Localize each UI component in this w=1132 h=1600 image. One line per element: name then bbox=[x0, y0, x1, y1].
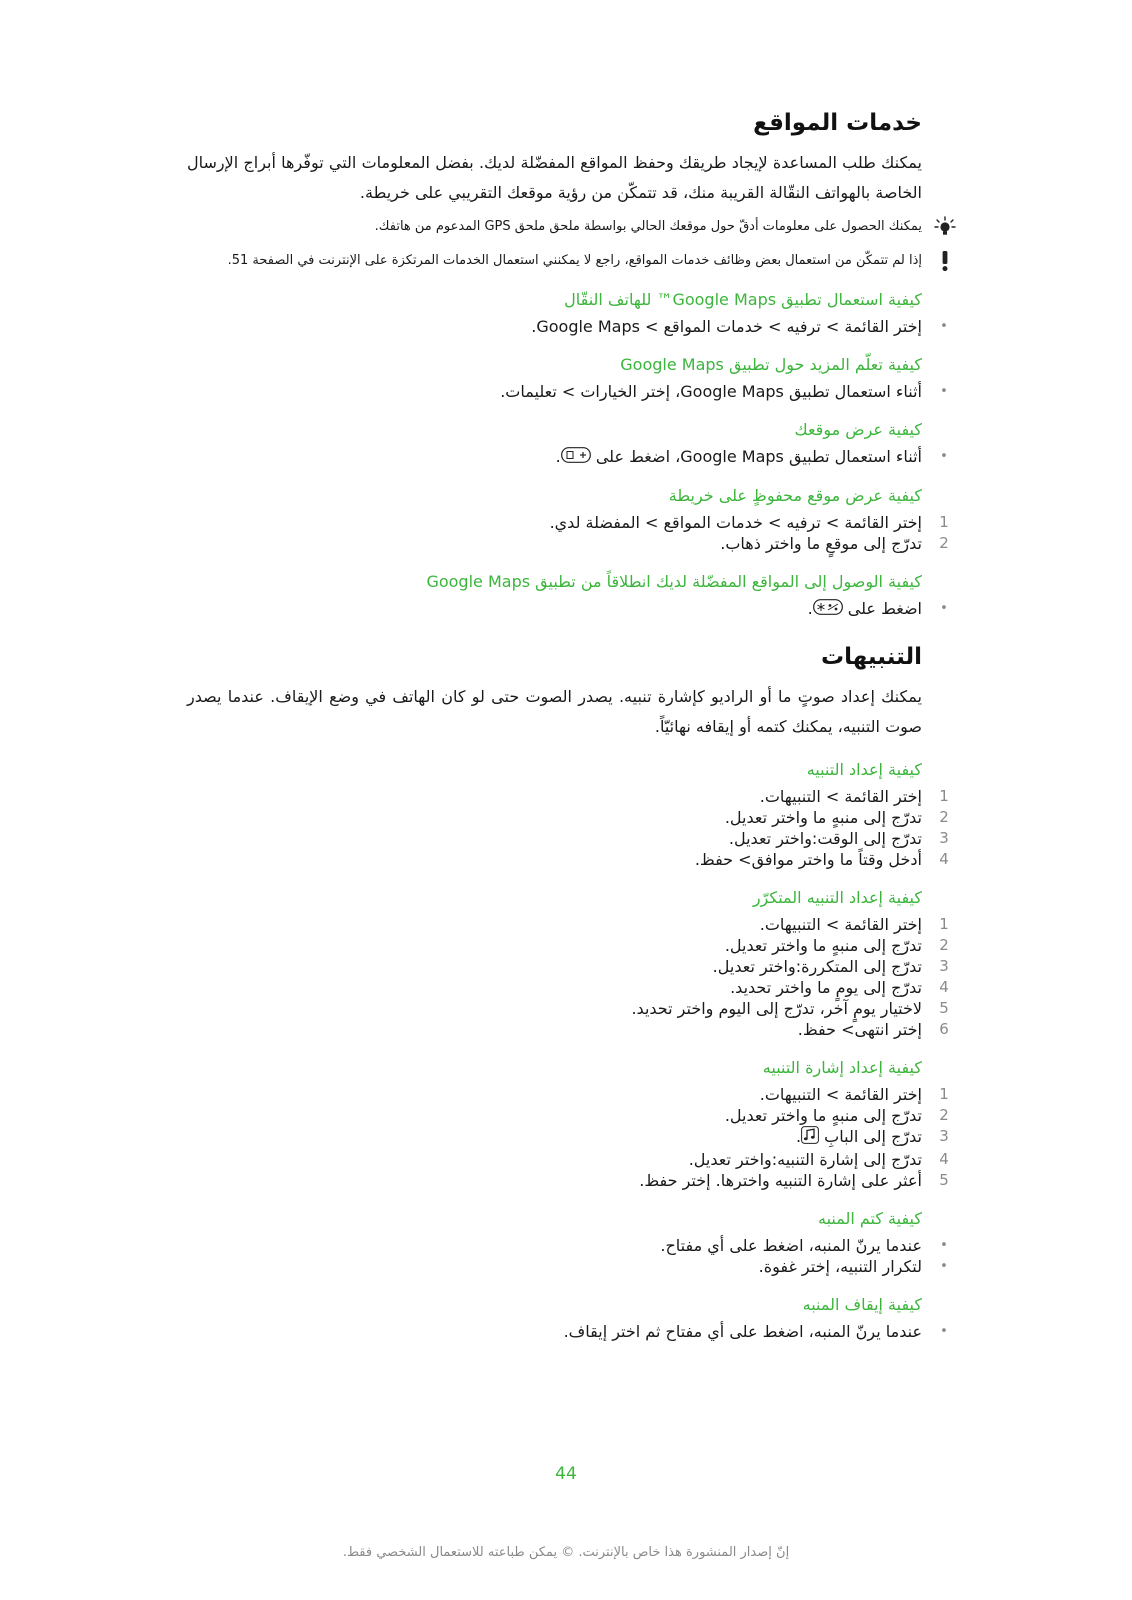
music-note-icon bbox=[801, 1126, 819, 1149]
steps-stop-alarm bbox=[187, 1321, 948, 1342]
page-number: 44 bbox=[555, 1464, 577, 1484]
step-text: تدرّج إلى منبهٍ ما واختر تعديل. bbox=[724, 936, 922, 955]
section-title-alarms: التنبيهات bbox=[820, 644, 922, 670]
list-marker: 2 bbox=[939, 808, 949, 826]
list-item bbox=[187, 1256, 948, 1277]
subheading-recurring-alarm: كيفية إعداد التنبيه المتكرّر bbox=[752, 888, 922, 907]
list-item bbox=[187, 512, 949, 533]
step-text: تدرّج إلى المتكررة:واختر تعديل. bbox=[712, 957, 922, 976]
list-item bbox=[187, 956, 949, 977]
list-marker: 5 bbox=[939, 1171, 949, 1189]
list-item bbox=[187, 914, 949, 935]
step-text: لاختيار يومٍ آخر، تدرّج إلى اليوم واختر تحديد. bbox=[631, 999, 922, 1018]
star-key-icon bbox=[813, 599, 843, 620]
subheading-stop-alarm: كيفية إيقاف المنبه bbox=[802, 1295, 922, 1314]
list-marker: 3 bbox=[939, 1127, 949, 1145]
step-text: عندما يرنّ المنبه، اضغط على أي مفتاح ثم اختر إيقاف. bbox=[563, 1322, 922, 1341]
list-item bbox=[187, 1019, 949, 1040]
list-marker: 2 bbox=[939, 534, 949, 552]
warning-text: إذا لم تتمكّن من استعمال بعض وظائف خدمات المواقع، راجع لا يمكنني استعمال الخدمات المرتكزة على الإنترنت في الصفحة 51. bbox=[227, 253, 922, 268]
lightbulb-icon bbox=[934, 216, 956, 238]
tip-note bbox=[187, 216, 922, 238]
list-item bbox=[187, 1170, 949, 1191]
list-item bbox=[187, 786, 949, 807]
list-item bbox=[187, 1126, 949, 1149]
list-marker: • bbox=[940, 601, 948, 616]
list-marker: • bbox=[940, 1259, 948, 1274]
list-item bbox=[187, 1321, 948, 1342]
subheading-google-maps-help: كيفية تعلّم المزيد حول تطبيق Google Maps bbox=[620, 355, 922, 374]
steps-recurring-alarm bbox=[187, 914, 949, 1040]
subheading-alarm-signal: كيفية إعداد إشارة التنبيه bbox=[762, 1058, 922, 1077]
list-item bbox=[187, 1235, 948, 1256]
list-marker: 1 bbox=[939, 787, 949, 805]
list-marker: 1 bbox=[939, 1085, 949, 1103]
list-item bbox=[187, 381, 948, 402]
step-text: أعثر على إشارة التنبيه واخترها. إختر حفظ. bbox=[639, 1171, 922, 1190]
step-text: تدرّج إلى منبهٍ ما واختر تعديل. bbox=[724, 1106, 922, 1125]
list-item bbox=[187, 316, 948, 337]
list-marker: 2 bbox=[939, 936, 949, 954]
step-text-end: . bbox=[555, 447, 561, 466]
list-marker: 3 bbox=[939, 957, 949, 975]
list-marker: 4 bbox=[939, 978, 949, 996]
list-item bbox=[187, 977, 949, 998]
steps-mute-alarm bbox=[187, 1235, 948, 1277]
list-marker: 1 bbox=[939, 915, 949, 933]
step-text: أثناء استعمال تطبيق Google Maps، إختر الخيارات > تعليمات. bbox=[500, 382, 922, 401]
step-text: عندما يرنّ المنبه، اضغط على أي مفتاح. bbox=[660, 1236, 922, 1255]
list-item bbox=[187, 998, 949, 1019]
subheading-google-maps-use: كيفية استعمال تطبيق Google Maps™ للهاتف النقّال bbox=[564, 290, 922, 309]
step-text: تدرّج إلى إشارة التنبيه:واختر تعديل. bbox=[688, 1150, 922, 1169]
subheading-set-alarm: كيفية إعداد التنبيه bbox=[806, 760, 922, 779]
step-text: أدخل وقتاً ما واختر موافق> حفظ. bbox=[694, 850, 922, 869]
footer-note: إنّ إصدار المنشورة هذا خاص بالإنترنت. © يمكن طباعته للاستعمال الشخصي فقط. bbox=[342, 1545, 790, 1560]
step-text: إختر انتهى> حفظ. bbox=[797, 1020, 922, 1039]
subheading-favorites-access: كيفية الوصول إلى المواقع المفضّلة لديك انطلاقاً من تطبيق Google Maps bbox=[426, 572, 922, 591]
list-marker: • bbox=[940, 384, 948, 399]
step-text: تدرّج إلى موقعٍ ما واختر ذهاب. bbox=[720, 534, 922, 553]
step-text: إختر القائمة > التنبيهات. bbox=[759, 915, 922, 934]
steps-set-alarm bbox=[187, 786, 949, 870]
list-marker: 6 bbox=[939, 1020, 949, 1038]
step-text: تدرّج إلى الوقت:واختر تعديل. bbox=[728, 829, 922, 848]
step-text: اضغط على bbox=[847, 599, 922, 618]
list-item bbox=[187, 598, 948, 620]
exclamation-icon bbox=[934, 250, 956, 272]
list-marker: • bbox=[940, 319, 948, 334]
section-intro-alarms: يمكنك إعداد صوتٍ ما أو الراديو كإشارة تنبيه. يصدر الصوت حتى لو كان الهاتف في وضع الإيقاف. عندما يصدر صوت التنبيه، يمكنك كتمه أو إيقافه نهائيّاً. bbox=[187, 687, 922, 736]
step-text: تدرّج إلى البابِ bbox=[824, 1127, 922, 1146]
list-marker: 3 bbox=[939, 829, 949, 847]
step-text: إختر القائمة > التنبيهات. bbox=[759, 1085, 922, 1104]
step-text: أثناء استعمال تطبيق Google Maps، اضغط على bbox=[595, 447, 922, 466]
steps-alarm-signal bbox=[187, 1084, 949, 1191]
step-text: تدرّج إلى منبهٍ ما واختر تعديل. bbox=[724, 808, 922, 827]
list-item bbox=[187, 1149, 949, 1170]
list-item bbox=[187, 1084, 949, 1105]
steps-show-location bbox=[187, 446, 948, 468]
list-marker: • bbox=[940, 1324, 948, 1339]
warning-note bbox=[187, 250, 922, 272]
step-text: تدرّج إلى يومٍ ما واختر تحديد. bbox=[730, 978, 922, 997]
list-item bbox=[187, 828, 949, 849]
list-marker: 5 bbox=[939, 999, 949, 1017]
subheading-saved-location: كيفية عرض موقع محفوظٍ على خريطة bbox=[668, 486, 922, 505]
list-item bbox=[187, 446, 948, 468]
list-item bbox=[187, 533, 949, 554]
list-marker: • bbox=[940, 1238, 948, 1253]
subheading-mute-alarm: كيفية كتم المنبه bbox=[817, 1209, 922, 1228]
steps-saved-location bbox=[187, 512, 949, 554]
step-text: لتكرار التنبيه، إختر غفوة. bbox=[758, 1257, 922, 1276]
step-text: إختر القائمة > ترفيه > خدمات المواقع > Google Maps. bbox=[531, 317, 922, 336]
list-marker: 4 bbox=[939, 850, 949, 868]
subheading-show-location: كيفية عرض موقعك bbox=[794, 420, 922, 439]
section-title-location-services: خدمات المواقع bbox=[753, 110, 922, 136]
step-text: إختر القائمة > ترفيه > خدمات المواقع > المفضلة لدي. bbox=[549, 513, 922, 532]
page-content bbox=[187, 108, 949, 1342]
list-item bbox=[187, 935, 949, 956]
list-marker: 2 bbox=[939, 1106, 949, 1124]
list-marker: 4 bbox=[939, 1150, 949, 1168]
list-item bbox=[187, 1105, 949, 1126]
zoom-key-icon bbox=[561, 447, 591, 468]
steps-favorites-access bbox=[187, 598, 948, 620]
list-item bbox=[187, 849, 949, 870]
step-text: إختر القائمة > التنبيهات. bbox=[759, 787, 922, 806]
list-marker: 1 bbox=[939, 513, 949, 531]
steps-google-maps-help bbox=[187, 381, 948, 402]
list-marker: • bbox=[940, 449, 948, 464]
list-item bbox=[187, 807, 949, 828]
tip-text: يمكنك الحصول على معلومات أدقّ حول موقعك الحالي بواسطة ملحق ملحق GPS المدعوم من هاتفك. bbox=[374, 219, 922, 234]
step-text-end: . bbox=[795, 1127, 802, 1146]
section-intro-location: يمكنك طلب المساعدة لإيجاد طريقك وحفظ المواقع المفضّلة لديك. بفضل المعلومات التي توفّرها أبراج الإرسال الخاصة بالهواتف النقّالة القريبة منك، قد تتمكّن من رؤية موقعك التقريبي على خريطة. bbox=[187, 153, 922, 202]
steps-google-maps-use bbox=[187, 316, 948, 337]
step-text-end: . bbox=[807, 599, 813, 618]
